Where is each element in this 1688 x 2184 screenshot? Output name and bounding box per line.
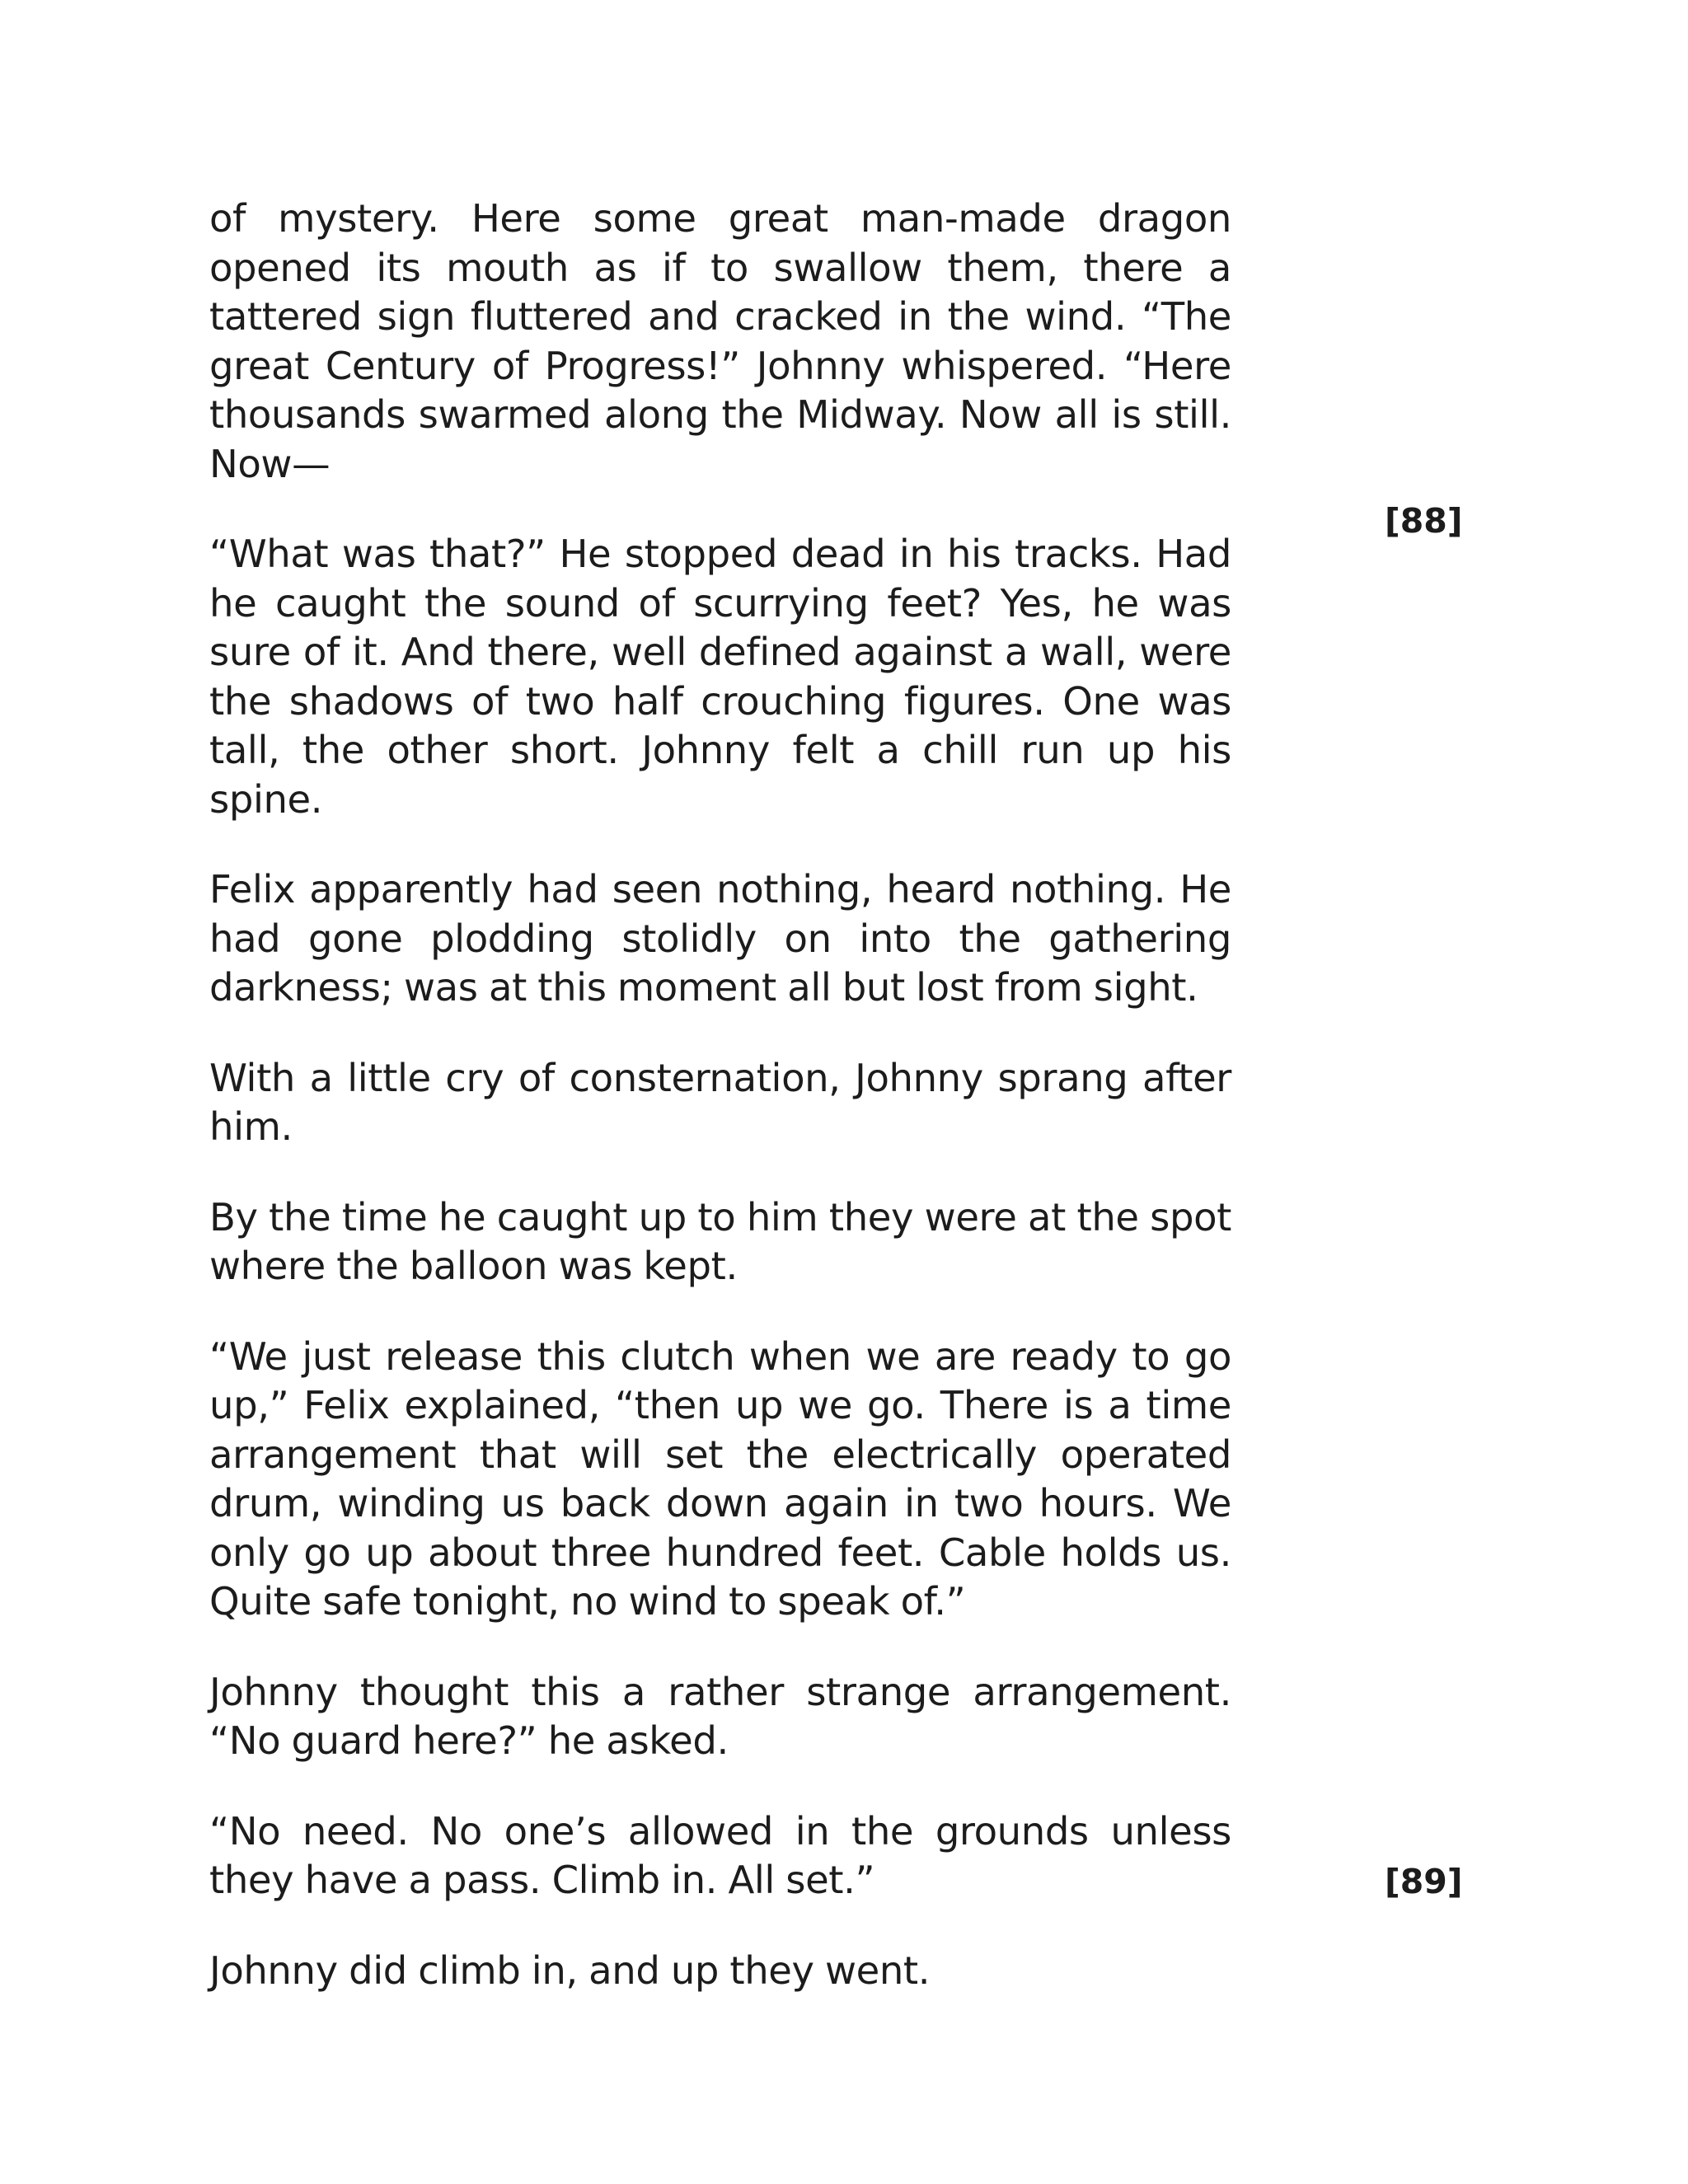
paragraph: Johnny did climb in, and up they went. <box>209 1947 931 1993</box>
paragraph: “What was that?” He stopped dead in his tracks. Had he caught the sound of scurrying feet? Yes, he was sure of it. And there, well defined against a wall, were the shadows of two half crouching figures. One was tall, the other short. Johnny felt a chill run up his spine. <box>209 532 1231 822</box>
paragraph: Felix apparently had seen nothing, heard nothing. He had gone plodding stolidly on into the gathering darkness; was at this moment all but lost from sight. <box>209 867 1231 1010</box>
paragraph: Johnny thought this a rather strange arrangement. “No guard here?” he asked. <box>209 1669 1231 1763</box>
paragraph: “No need. No one’s allowed in the grounds unless they have a pass. Climb in. All set.” <box>209 1808 1231 1902</box>
body-text <box>209 194 1231 2036</box>
paragraph: With a little cry of consternation, Johnny sprang after him. <box>209 1055 1231 1149</box>
paragraph: of mystery. Here some great man-made dragon opened its mouth as if to swallow them, there a tattered sign fluttered and cracked in the wind. “The great Century of Progress!” Johnny whispered. “Here thousands swarmed along the Midway. Now all is still. Now— <box>209 196 1231 486</box>
paragraph: “We just release this clutch when we are ready to go up,” Felix explained, “then up we go. There is a time arrangement that will set the electrically operated drum, winding us back down again in two hours. We only go up about three hundred feet. Cable holds us. Quite safe tonight, no wind to speak of.” <box>209 1333 1231 1624</box>
page-number-marker: [89] <box>1385 1862 1463 1901</box>
paragraph: By the time he caught up to him they were at the spot where the balloon was kept. <box>209 1194 1231 1288</box>
page-number-marker: [88] <box>1385 501 1463 541</box>
